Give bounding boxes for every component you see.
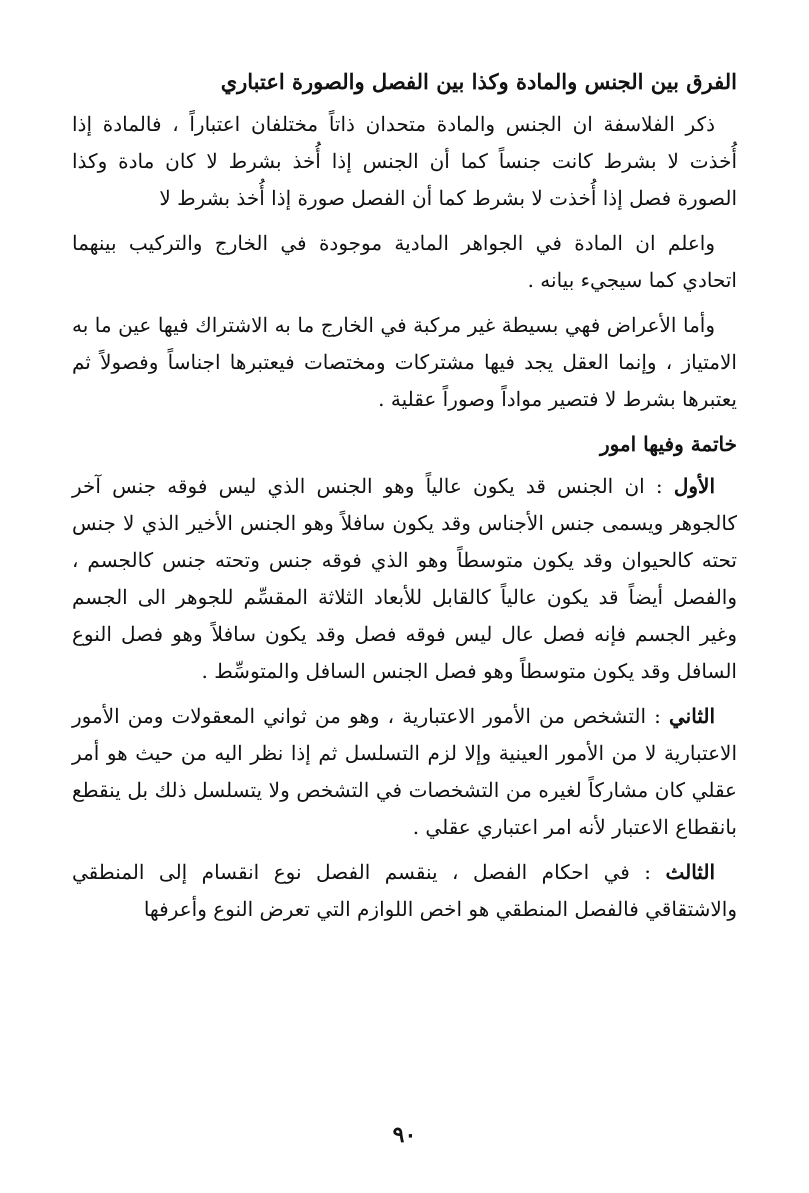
item-first xyxy=(72,468,737,690)
item-third-text: : في احكام الفصل ، ينقسم الفصل نوع انقسام إلى المنطقي والاشتقاقي فالفصل المنطقي هو اخص اللوازم التي تعرض النوع وأعرفها xyxy=(72,860,737,921)
item-second-lead: الثاني xyxy=(668,704,715,728)
item-first-text: : ان الجنس قد يكون عالياً وهو الجنس الذي ليس فوقه جنس آخر كالجوهر ويسمى جنس الأجناس وقد يكون سافلاً وهو الجنس الأخير الذي لا جنس تحته كالحيوان وقد يكون متوسطاً وهو الذي فوقه جنس وتحته جنس كالجسم ، والفصل أيضاً قد يكون عالياً كالقابل للأبعاد الثلاثة المقسِّم للجوهر الى الجسم وغير الجسم فإنه فصل عال ليس فوقه فصل وقد يكون سافلاً وهو فصل النوع السافل وقد يكون متوسطاً وهو فصل الجنس السافل والمتوسِّط . xyxy=(72,474,737,683)
item-third-lead: الثالث xyxy=(665,860,715,884)
item-second-text: : التشخص من الأمور الاعتبارية ، وهو من ثواني المعقولات ومن الأمور الاعتبارية لا من الأمور العينية وإلا لزم التسلسل ثم إذا نظر اليه من حيث هو أمر عقلي كان مشاركاً لغيره من التشخصات في التشخص ولا يتسلسل ذلك بل ينقطع بانقطاع الاعتبار لأنه امر اعتباري عقلي . xyxy=(72,704,737,839)
page-number: ٩٠ xyxy=(392,1122,417,1148)
item-first-lead: الأول xyxy=(673,474,715,498)
paragraph-accidents: وأما الأعراض فهي بسيطة غير مركبة في الخارج ما به الاشتراك فيها عين ما به الامتياز ، وإنما العقل يجد فيها مشتركات ومختصات فيعتبرها اجناساً وفصولاً ثم يعتبرها بشرط لا فتصير مواداً وصوراً عقلية . xyxy=(72,313,737,411)
item-third xyxy=(72,854,737,928)
paragraph-genus-matter: ذكر الفلاسفة ان الجنس والمادة متحدان ذاتاً مختلفان اعتباراً ، فالمادة إذا أُخذت لا بشرط كانت جنساً كما أن الجنس إذا أُخذ بشرط لا كان مادة وكذا الصورة فصل إذا أُخذت لا بشرط كما أن الفصل صورة إذا أُخذ بشرط لا xyxy=(72,112,737,210)
paragraph-material-substances: واعلم ان المادة في الجواهر المادية موجودة في الخارج والتركيب بينهما اتحادي كما سيجيء بيانه . xyxy=(72,231,737,292)
section-title: خاتمة وفيها امور xyxy=(599,432,737,456)
item-second xyxy=(72,698,737,846)
page-title: الفرق بين الجنس والمادة وكذا بين الفصل والصورة اعتباري xyxy=(220,69,737,94)
